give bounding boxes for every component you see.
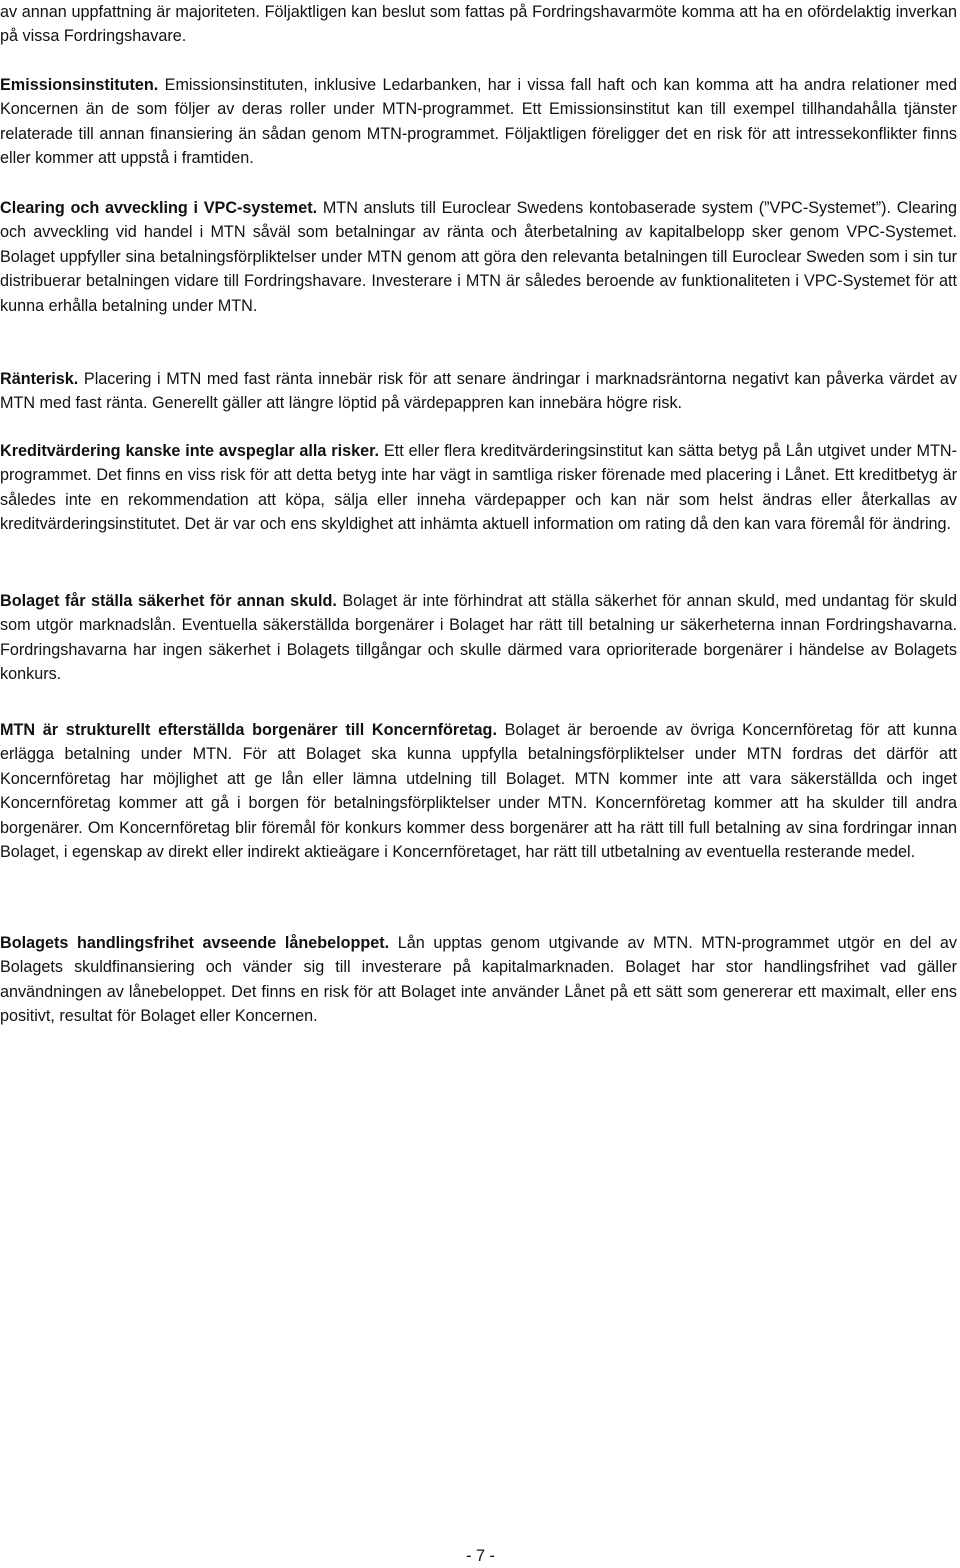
paragraph-strukturellt-efterstallda — [0, 718, 957, 864]
paragraph-heading: MTN är strukturellt efterställda borgenärer till Koncernföretag. — [0, 721, 497, 739]
paragraph-text: Lån upptas genom utgivande av MTN. MTN-programmet utgör en del av Bolagets skuldfinansiering och vänder sig till investerare på kapitalmarknaden. Bolaget har stor handlingsfrihet vad gäller användningen av lånebeloppet. Det finns en risk för att Bolaget inte använder Lånet på ett sätt som genererar ett maximalt, eller ens positivt, resultat för Bolaget eller Koncernen. — [0, 934, 957, 1026]
paragraph-clearing-vpc — [0, 196, 957, 318]
paragraph-text: Bolaget är inte förhindrat att ställa säkerhet för annan skuld, med undantag för skuld som utgör marknadslån. Eventuella säkerställda borgenärer i Bolaget har rätt till betalning ur säkerheterna innan Fordringshavarna. Fordringshavarna har ingen säkerhet i Bolagets tillgångar och skulle därmed vara oprioriterade borgenärer i händelse av Bolagets konkurs. — [0, 592, 958, 684]
paragraph-heading: Bolagets handlingsfrihet avseende lånebeloppet. — [0, 934, 390, 952]
paragraph-handlingsfrihet — [0, 931, 957, 1029]
paragraph-text: av annan uppfattning är majoriteten. Följaktligen kan beslut som fattas på Fordringshavarmöte komma att ha en ofördelaktig inverkan på vissa Fordringshavare. — [0, 3, 957, 46]
paragraph-heading: Ränterisk. — [0, 370, 79, 388]
paragraph-heading: Emissionsinstituten. — [0, 76, 159, 94]
paragraph-text: Emissionsinstituten, inklusive Ledarbanken, har i vissa fall haft och kan komma att ha andra relationer med Koncernen än de som följer av deras roller under MTN-programmet. Ett Emissionsinstitut kan till exempel tillhandahålla tjänster relaterade till annan finansiering än sådan genom MTN-programmet. Följaktligen föreligger det en risk för att intressekonflikter finns eller kommer att uppstå i framtiden. — [0, 76, 957, 168]
paragraph-kreditvardering — [0, 439, 957, 537]
paragraph-emissionsinstituten — [0, 73, 957, 171]
paragraph-text: MTN ansluts till Euroclear Swedens kontobaserade system (”VPC-Systemet”). Clearing och avveckling vid handel i MTN såväl som betalningar av ränta och återbetalning av kapitalbelopp sker genom VPC-Systemet. Bolaget uppfyller sina betalningsförpliktelser under MTN genom att göra den relevanta betalningen till Euroclear Sweden som i sin tur distribuerar betalningen vidare till Fordringshavare. Investerare i MTN är således beroende av funktionaliteten i VPC-Systemet för att kunna erhålla betalning under MTN. — [0, 199, 957, 315]
paragraph-majority-continuation — [0, 0, 957, 49]
paragraph-text: Placering i MTN med fast ränta innebär risk för att senare ändringar i marknadsräntorna negativt kan påverka värdet av MTN med fast ränta. Generellt gäller att längre löptid på värdepappren kan innebära högre risk. — [0, 370, 957, 413]
paragraph-ranterisk — [0, 367, 957, 416]
paragraph-heading: Bolaget får ställa säkerhet för annan skuld. — [0, 592, 337, 610]
page-number: - 7 - — [466, 1547, 495, 1565]
paragraph-text: Ett eller flera kreditvärderingsinstitut kan sätta betyg på Lån utgivet under MTN-programmet. Det finns en viss risk för att detta betyg inte har vägt in samtliga risker förenade med placering i Lånet. Ett kreditbetyg är således inte en rekommendation att köpa, sälja eller inneha värdepapper och kan när som helst ändras eller återkallas av kreditvärderingsinstitutet. Det är var och ens skyldighet att inhämta aktuell information om rating då den kan vara föremål för ändring. — [0, 442, 958, 534]
paragraph-heading: Clearing och avveckling i VPC-systemet. — [0, 199, 318, 217]
paragraph-text: Bolaget är beroende av övriga Koncernföretag för att kunna erlägga betalning under MTN. För att Bolaget ska kunna uppfylla betalningsförpliktelser under MTN fordras det därför att Koncernföretag har möjlighet att ge lån eller lämna utdelning till Bolaget. MTN kommer inte att vara säkerställda och inget Koncernföretag kommer att gå i borgen för betalningsförpliktelser under MTN. Koncernföretag kommer att ha skulder till andra borgenärer. Om Koncernföretag blir föremål för konkurs kommer dess borgenärer att ha rätt till full betalning av sina fordringar innan Bolaget, i egenskap av direkt eller indirekt aktieägare i Koncernföretaget, har rätt till utbetalning av eventuella resterande medel. — [0, 721, 957, 862]
paragraph-heading: Kreditvärdering kanske inte avspeglar alla risker. — [0, 442, 380, 460]
paragraph-sakerhet-annan-skuld — [0, 589, 957, 687]
